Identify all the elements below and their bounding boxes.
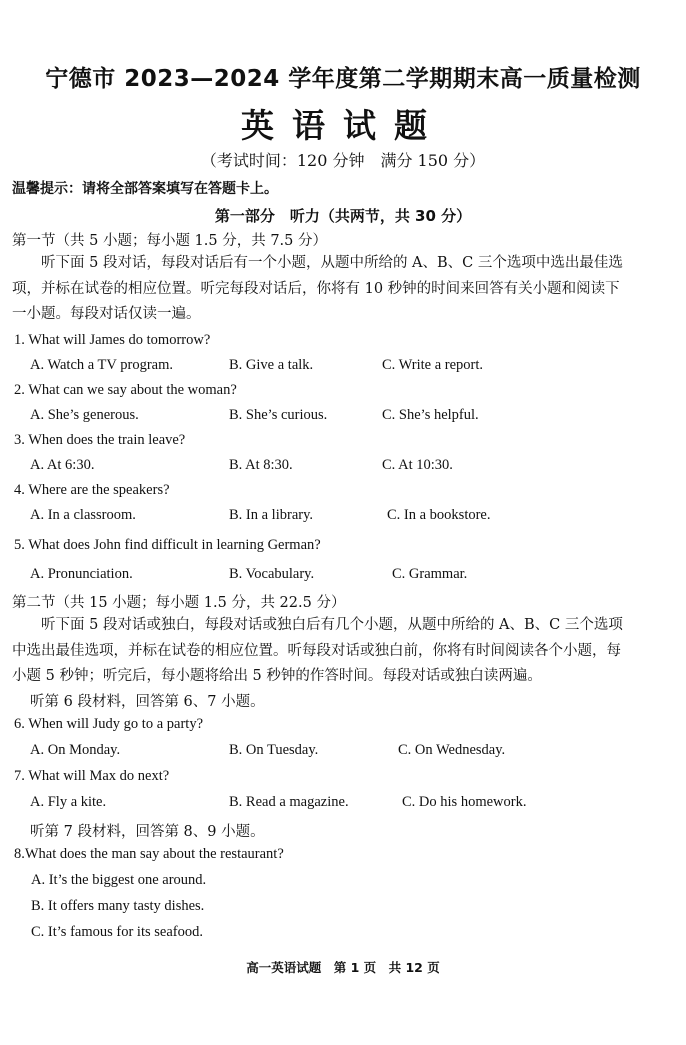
question-7-option-b: B. Read a magazine.: [229, 794, 349, 810]
material-7-note: 听第 7 段材料，回答第 8、9 小题。: [30, 824, 265, 840]
question-3-stem: 3. When does the train leave?: [14, 432, 186, 448]
question-2-option-c: C. She’s helpful.: [382, 407, 479, 423]
subject-title: 英语试题: [241, 106, 445, 145]
question-7-stem: 7. What will Max do next?: [14, 768, 170, 784]
question-4-option-b: B. In a library.: [229, 507, 314, 523]
question-7-option-a: A. Fly a kite.: [30, 794, 107, 810]
page-footer: 高一英语试题 第 1 页 共 12 页: [246, 960, 440, 975]
part1-title: 第一部分 听力（共两节，共 30 分）: [214, 207, 472, 225]
section2-instructions: 听下面 5 段对话或独白，每段对话或独白后有几个小题，从题中所给的 A、B、C 三个选项中选出最佳选项，并标在试卷的相应位置。听每段对话或独白前，你将有时间阅读各个小题，每小题 5 秒钟；听完后，每小题将给出 5 秒钟的作答时间。每段对话或独白读两遍。: [12, 617, 623, 684]
section1-instructions: 听下面 5 段对话，每段对话后有一个小题，从题中所给的 A、B、C 三个选项中选出最佳选项，并标在试卷的相应位置。听完每段对话后，你将有 10 秒钟的时间来回答有关小题和阅读下一小题。每段对话仅读一遍。: [12, 255, 623, 322]
question-5-stem: 5. What does John find difficult in learning German?: [14, 537, 321, 553]
question-2-stem: 2. What can we say about the woman?: [14, 382, 237, 398]
question-4-option-c: C. In a bookstore.: [387, 507, 491, 523]
question-5-option-a: A. Pronunciation.: [30, 566, 133, 582]
question-7-option-c: C. Do his homework.: [402, 794, 527, 810]
question-5-option-c: C. Grammar.: [392, 566, 468, 582]
question-4-stem: 4. Where are the speakers?: [14, 482, 170, 498]
question-1-option-c: C. Write a report.: [382, 357, 484, 373]
material-6-note: 听第 6 段材料，回答第 6、7 小题。: [30, 694, 265, 710]
question-6-stem: 6. When will Judy go to a party?: [14, 716, 204, 732]
question-5-option-b: B. Vocabulary.: [229, 566, 315, 582]
question-3-option-b: B. At 8:30.: [229, 457, 293, 473]
question-8-option-b: B. It offers many tasty dishes.: [31, 898, 205, 914]
question-3-option-c: C. At 10:30.: [382, 457, 453, 473]
answer-tip: 温馨提示：请将全部答案填写在答题卡上。: [12, 181, 278, 197]
question-2-option-b: B. She’s curious.: [229, 407, 328, 423]
question-3-option-a: A. At 6:30.: [30, 457, 95, 473]
exam-info: （考试时间：120 分钟 满分 150 分）: [200, 151, 486, 170]
question-8-stem: 8.What does the man say about the restaurant?: [14, 846, 284, 862]
question-6-option-c: C. On Wednesday.: [398, 742, 506, 758]
question-1-option-b: B. Give a talk.: [229, 357, 314, 373]
section2-heading: 第二节（共 15 小题；每小题 1.5 分，共 22.5 分）: [12, 595, 346, 611]
question-8-option-c: C. It’s famous for its seafood.: [31, 924, 203, 940]
question-6-option-b: B. On Tuesday.: [229, 742, 319, 758]
question-1-stem: 1. What will James do tomorrow?: [14, 332, 211, 348]
exam-title: 宁德市 2023—2024 学年度第二学期期末高一质量检测: [45, 66, 641, 92]
question-6-option-a: A. On Monday.: [30, 742, 121, 758]
section1-heading: 第一节（共 5 小题；每小题 1.5 分，共 7.5 分）: [12, 233, 327, 249]
question-2-option-a: A. She’s generous.: [30, 407, 139, 423]
question-4-option-a: A. In a classroom.: [30, 507, 136, 523]
question-8-option-a: A. It’s the biggest one around.: [31, 872, 207, 888]
question-1-option-a: A. Watch a TV program.: [30, 357, 173, 373]
